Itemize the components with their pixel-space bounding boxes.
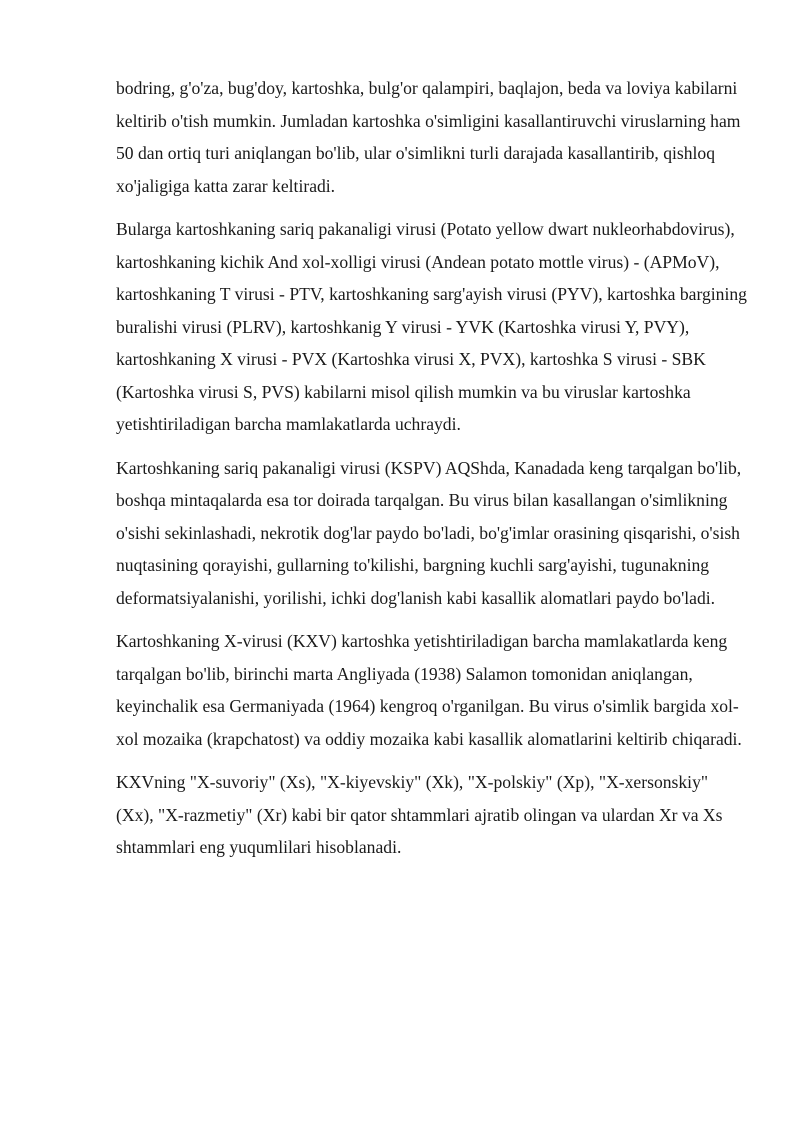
paragraph-2: Bularga kartoshkaning sariq pakanaligi virusi (Potato yellow dwart nukleorhabdovirus), kartoshkaning kichik And xol-xolligi virusi (Andean potato mottle virus) - (APMoV), kartoshkaning T virusi - PTV, kartoshkaning sarg'ayish virusi (PYV), kartoshka bargining buralishi virusi (PLRV), kartoshkanig Y virusi - YVK (Kartoshka virusi Y, PVY), kartoshkaning X virusi - PVX (Kartoshka virusi X, PVX), kartoshka S virusi - SBK (Kartoshka virusi S, PVS) kabilarni misol qilish mumkin va bu viruslar kartoshka yetishtiriladigan barcha mamlakatlarda uchraydi. xyxy=(116,219,747,434)
paragraph-4: Kartoshkaning X-virusi (KXV) kartoshka yetishtiriladigan barcha mamlakatlarda keng tarqalgan bo'lib, birinchi marta Angliyada (1938) Salamon tomonidan aniqlangan, keyinchalik esa Germaniyada (1964) kengroq o'rganilgan. Bu virus o'simlik bargida xol-xol mozaika (krapchatost) va oddiy mozaika kabi kasallik alomatlarini keltirib chiqaradi. xyxy=(116,631,742,749)
paragraph-1: bodring, g'o'za, bug'doy, kartoshka, bulg'or qalampiri, baqlajon, beda va loviya kabilarni keltirib o'tish mumkin. Jumladan kartoshka o'simligini kasallantiruvchi viruslarning ham 50 dan ortiq turi aniqlangan bo'lib, ular o'simlikni turli darajada kasallantirib, qishloq xo'jaligiga katta zarar keltiradi. xyxy=(116,78,741,196)
paragraph-3: Kartoshkaning sariq pakanaligi virusi (KSPV) AQShda, Kanadada keng tarqalgan bo'lib, boshqa mintaqalarda esa tor doirada tarqalgan. Bu virus bilan kasallangan o'simlikning o'sishi sekinlashadi, nekrotik dog'lar paydo bo'ladi, bo'g'imlar orasining qisqarishi, o'sish nuqtasining qorayishi, gullarning to'kilishi, bargning kuchli sarg'ayishi, tugunakning deformatsiyalanishi, yorilishi, ichki dog'lanish kabi kasallik alomatlari paydo bo'ladi. xyxy=(116,457,742,608)
paragraph-5: KXVning "X-suvoriy" (Xs), "X-kiyevskiy" (Xk), "X-polskiy" (Xp), "X-xersonskiy" (Xx), "X-razmetiy" (Xr) kabi bir qator shtammlari ajratib olingan va ulardan Xr va Xs shtammlari eng yuqumlilari hisoblanadi. xyxy=(116,772,723,857)
document-body xyxy=(116,72,748,875)
